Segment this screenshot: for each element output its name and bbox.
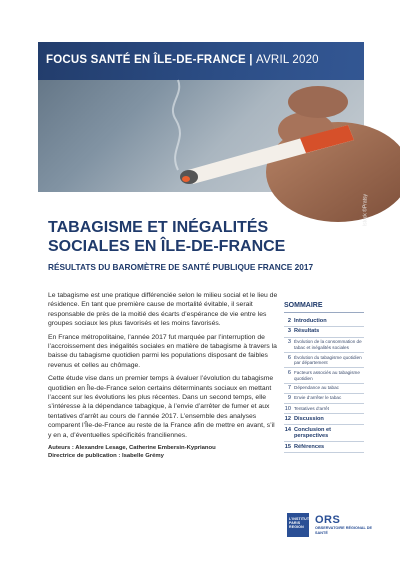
toc-item[interactable] [284,394,364,404]
toc-page: 12 [284,415,291,422]
toc-item[interactable] [284,327,364,338]
toc-label: Dépendance au tabac [294,385,339,391]
institut-logo-text: L’INSTITUT PARIS REGION [289,517,310,530]
toc-item[interactable] [284,338,364,353]
authors: Auteurs : Alexandre Lesage, Catherine Embersin-Kyprianou [48,445,216,452]
toc-page: 14 [284,426,291,433]
toc-label: Références [294,444,325,450]
toc-page: 3 [287,339,291,346]
cigarette-photo-illustration [38,80,364,192]
header-separator: | [245,54,257,66]
page-title: TABAGISME ET INÉGALITÉS SOCIALES EN ÎLE-DE-FRANCE [48,219,286,255]
toc-page: 3 [287,328,291,335]
toc-item[interactable] [284,384,364,394]
intro-paragraph: En France métropolitaine, l’année 2017 fut marquée par l’interruption de l’accroissement des inégalités sociales en matière de tabagisme à travers la baisse du tabagisme quotidien parmi les populations disposant de faibles revenus et celles au chômage. [48,333,277,369]
series-title: FOCUS SANTÉ EN ÎLE-DE-FRANCE [46,54,246,66]
toc-item[interactable] [284,425,364,442]
header-title [46,54,319,66]
toc-item[interactable] [284,442,364,453]
toc-item[interactable] [284,404,364,414]
intro-text [48,291,278,460]
toc-page: 15 [284,444,291,450]
toc-item[interactable] [284,368,364,383]
toc-label: Évolution du tabagisme quotidien par département [294,354,362,366]
toc-page: 6 [287,354,291,361]
photo-credit: Istock ©Pratsy [362,194,368,227]
toc-title: SOMMAIRE [284,302,364,313]
toc-page: 7 [287,385,291,392]
ors-logo [315,514,375,535]
toc-label: Évolution de la consommation de tabac et inégalités sociales [294,339,362,350]
toc-label: Facteurs associés au tabagisme quotidien [294,369,360,381]
publication-director: Directrice de publication : Isabelle Grémy [48,453,164,460]
toc-item[interactable] [284,414,364,425]
intro-paragraph: Le tabagisme est une pratique différenciée selon le milieu social et le lieu de résidence. En tant que première cause de mortalité évitable, il serait responsable de près de la moitié des écarts d’espérance de vie entre les groupes sociaux les plus favorisés et les moins favorisés. [48,292,278,328]
header-date: AVRIL 2020 [256,54,319,66]
table-of-contents [284,302,364,453]
ors-logo-subtitle: OBSERVATOIRE RÉGIONAL DE SANTÉ [315,526,373,535]
cover-photo [38,42,368,227]
toc-label: Tentatives d’arrêt [294,405,329,411]
toc-label: Résultats [294,328,320,335]
toc-page: 6 [287,369,291,376]
ors-logo-text: ORS [315,514,341,526]
toc-label: Envie d’arrêter le tabac [294,395,342,401]
toc-label: Discussion [294,415,324,422]
toc-page: 2 [287,317,291,324]
intro-paragraph: Cette étude vise dans un premier temps à évaluer l’évolution du tabagisme quotidien en Île-de-France selon certains déterminants sociaux en mettant l’accent sur les évolutions les plus récentes. Dans un second temps, elle s’intéresse à la dépendance tabagique, à l’envie d’arrêter de fumer et aux tentatives d’arrêt au cours de l’année 2017. L’ensemble des analyses comparent l’Île-de-France au reste de la France afin de mettre en avant, s’il y en a, d’éventuelles spécificités franciliennes. [48,375,275,439]
toc-page: 9 [287,395,291,402]
toc-label: Introduction [294,317,327,324]
institut-paris-region-logo [287,513,309,537]
toc-label: Conclusion et perspectives [294,426,331,440]
toc-item[interactable] [284,353,364,368]
page-subtitle: RÉSULTATS DU BAROMÈTRE DE SANTÉ PUBLIQUE FRANCE 2017 [48,262,314,272]
toc-page: 10 [284,405,291,412]
toc-item[interactable] [284,316,364,327]
